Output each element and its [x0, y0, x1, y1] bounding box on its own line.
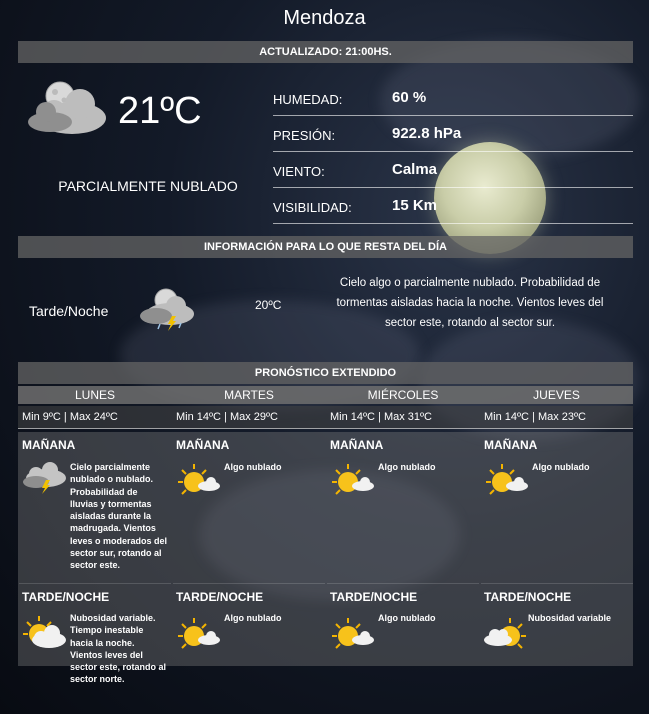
forecast-day: [480, 386, 633, 666]
stat-value: Calma: [392, 161, 438, 178]
stat-label: HUMEDAD:: [273, 92, 343, 107]
period-separator: [173, 583, 325, 584]
sun-small-cloud-icon: [330, 616, 378, 652]
stat-visibility: [273, 188, 633, 224]
current-stats: [273, 80, 633, 224]
day-body: [172, 432, 326, 666]
period-description: Cielo parcialmente nublado o nublado. Probabilidad de lluvias y tormentas aisladas durante la madrugada. Vientos leves o moderados del sector sur, rotando al sector este.: [70, 462, 168, 571]
current-condition: PARCIALMENTE NUBLADO: [58, 178, 238, 194]
partly-cloudy-night-icon: [24, 78, 110, 136]
storm-cloud-icon: [20, 460, 68, 496]
forecast-day: [326, 386, 480, 666]
stat-label: PRESIÓN:: [273, 128, 336, 143]
period-description: Nubosidad variable: [528, 613, 612, 623]
period-separator: [327, 583, 479, 584]
day-minmax: Min 14ºC | Max 23ºC: [480, 406, 633, 429]
period-separator: [19, 583, 171, 584]
stat-wind: [273, 152, 633, 188]
day-minmax: Min 14ºC | Max 31ºC: [326, 406, 480, 429]
day-name: LUNES: [18, 386, 172, 404]
stat-value: 60 %: [392, 89, 427, 106]
day-body: [480, 432, 633, 666]
storm-night-icon: [136, 286, 198, 332]
period-label: TARDE/NOCHE: [484, 590, 572, 604]
extended-forecast-bar: PRONÓSTICO EXTENDIDO: [18, 362, 633, 384]
sun-small-cloud-icon: [176, 462, 224, 498]
city-title: Mendoza: [283, 7, 366, 29]
stat-pressure: [273, 116, 633, 152]
period-description: Algo nublado: [378, 613, 436, 623]
period-description: Nubosidad variable. Tiempo inestable hacia la noche. Vientos leves del sector este, rotando al sector norte.: [70, 613, 167, 685]
day-name: JUEVES: [480, 386, 633, 404]
day-name: MARTES: [172, 386, 326, 404]
rest-temperature: 20ºC: [255, 298, 282, 312]
rest-of-day-bar: INFORMACIÓN PARA LO QUE RESTA DEL DÍA: [18, 236, 633, 258]
rest-period: Tarde/Noche: [29, 303, 109, 319]
period-description: Algo nublado: [378, 462, 436, 472]
period-label: TARDE/NOCHE: [22, 590, 110, 604]
stat-humidity: [273, 80, 633, 116]
period-description: Algo nublado: [532, 462, 590, 472]
stat-value: 922.8 hPa: [392, 125, 462, 142]
rest-description: Cielo algo o parcialmente nublado. Probabilidad de tormentas aisladas hacia la noche. Vientos leves del sector este, rotando al sector sur.: [336, 277, 604, 329]
forecast-day: [18, 386, 172, 685]
period-label: MAÑANA: [22, 438, 76, 452]
current-temperature: 21ºC: [118, 90, 202, 132]
day-minmax: Min 14ºC | Max 29ºC: [172, 406, 326, 429]
sun-small-cloud-icon: [330, 462, 378, 498]
period-label: TARDE/NOCHE: [176, 590, 264, 604]
sun-cloud-icon: [21, 614, 69, 650]
period-separator: [481, 583, 633, 584]
period-label: MAÑANA: [176, 438, 230, 452]
day-body: [18, 432, 172, 685]
stat-label: VISIBILIDAD:: [273, 200, 352, 215]
stat-label: VIENTO:: [273, 164, 325, 179]
day-body: [326, 432, 480, 666]
stat-value: 15 Km: [392, 197, 438, 214]
sun-cloud-variable-icon: [480, 616, 528, 652]
day-name: MIÉRCOLES: [326, 386, 480, 404]
period-label: MAÑANA: [330, 438, 384, 452]
period-label: TARDE/NOCHE: [330, 590, 418, 604]
period-description: Algo nublado: [224, 613, 282, 623]
forecast-day: [172, 386, 326, 666]
period-label: MAÑANA: [484, 438, 538, 452]
sun-small-cloud-icon: [176, 616, 224, 652]
sun-small-cloud-icon: [484, 462, 532, 498]
period-description: Algo nublado: [224, 462, 282, 472]
day-minmax: Min 9ºC | Max 24ºC: [18, 406, 172, 429]
updated-bar: ACTUALIZADO: 21:00HS.: [18, 41, 633, 63]
